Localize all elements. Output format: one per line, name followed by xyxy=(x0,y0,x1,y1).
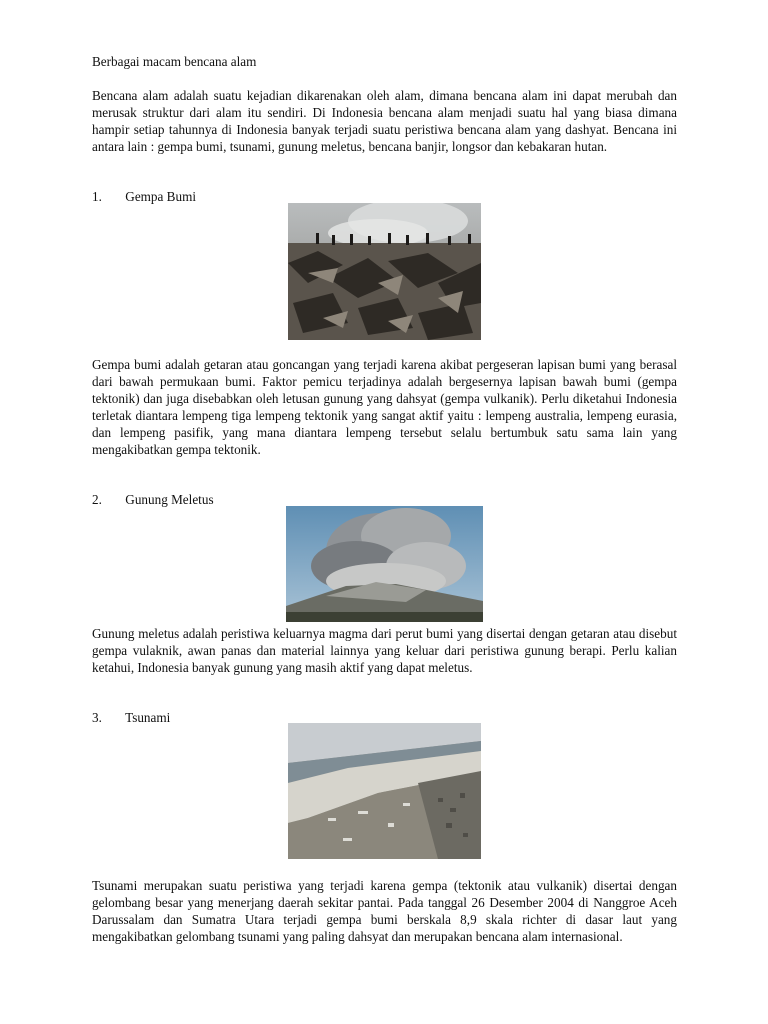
section-text-gempa-bumi: Gempa bumi adalah getaran atau goncangan yang terjadi karena akibat pergeseran lapisan bumi yang berasal dari bawah permukaan bumi. Faktor pemicu terjadinya adalah bergesernya lapisan bawah bumi (gempa tektonik) dan juga disebabkan oleh letusan gunung yang dahsyat (gempa vulkanik). Perlu diketahui Indonesia terletak diantara lempeng tiga lempeng tektonik yang sangat aktif yaitu : lempeng australia, lempeng eurasia, dan lempeng pasifik, yang mana diantara lempeng tersebut selalu bertumbuk satu sama lain yang mengakibatkan gempa tektonik. xyxy=(92,357,677,457)
section-heading-gempa-bumi xyxy=(92,188,196,205)
section-title: Tsunami xyxy=(125,710,171,725)
section-title: Gunung Meletus xyxy=(125,492,214,507)
section-number: 1. xyxy=(92,189,102,204)
tsunami-photo xyxy=(288,723,481,859)
section-number: 2. xyxy=(92,492,102,507)
section-heading-tsunami xyxy=(92,709,170,726)
earthquake-photo xyxy=(288,203,481,340)
section-title: Gempa Bumi xyxy=(125,189,196,204)
intro-paragraph: Bencana alam adalah suatu kejadian dikarenakan oleh alam, dimana bencana alam ini dapat merubah dan merusak struktur dari alam itu sendiri. Di Indonesia bencana alam menjadi suatu hal yang biasa dimana hampir setiap tahunnya di Indonesia banyak terjadi suatu peristiwa bencana alam yang dashyat. Bencana ini antara lain : gempa bumi, tsunami, gunung meletus, bencana banjir, longsor dan kebakaran hutan. xyxy=(92,88,677,154)
section-text-tsunami: Tsunami merupakan suatu peristiwa yang terjadi karena gempa (tektonik atau vulkanik) disertai dengan gelombang besar yang menerjang daerah sekitar pantai. Pada tanggal 26 Desember 2004 di Nanggroe Aceh Darussalam dan Sumatra Utara terjadi gempa bumi berskala 8,9 skala richter di dasar laut yang mengakibatkan gelombang tsunami yang paling dahsyat dan merupakan bencana alam internasional. xyxy=(92,878,677,944)
section-number: 3. xyxy=(92,710,102,725)
document-title: Berbagai macam bencana alam xyxy=(92,54,257,69)
section-text-gunung-meletus: Gunung meletus adalah peristiwa keluarnya magma dari perut bumi yang disertai dengan getaran atau disebut gempa vulaknik, awan panas dan material lainnya yang keluar dari peristiwa gunung berapi. Perlu kalian ketahui, Indonesia banyak gunung yang masih aktif yang dapat meletus. xyxy=(92,626,677,675)
volcano-photo xyxy=(286,506,483,622)
section-heading-gunung-meletus xyxy=(92,491,214,508)
